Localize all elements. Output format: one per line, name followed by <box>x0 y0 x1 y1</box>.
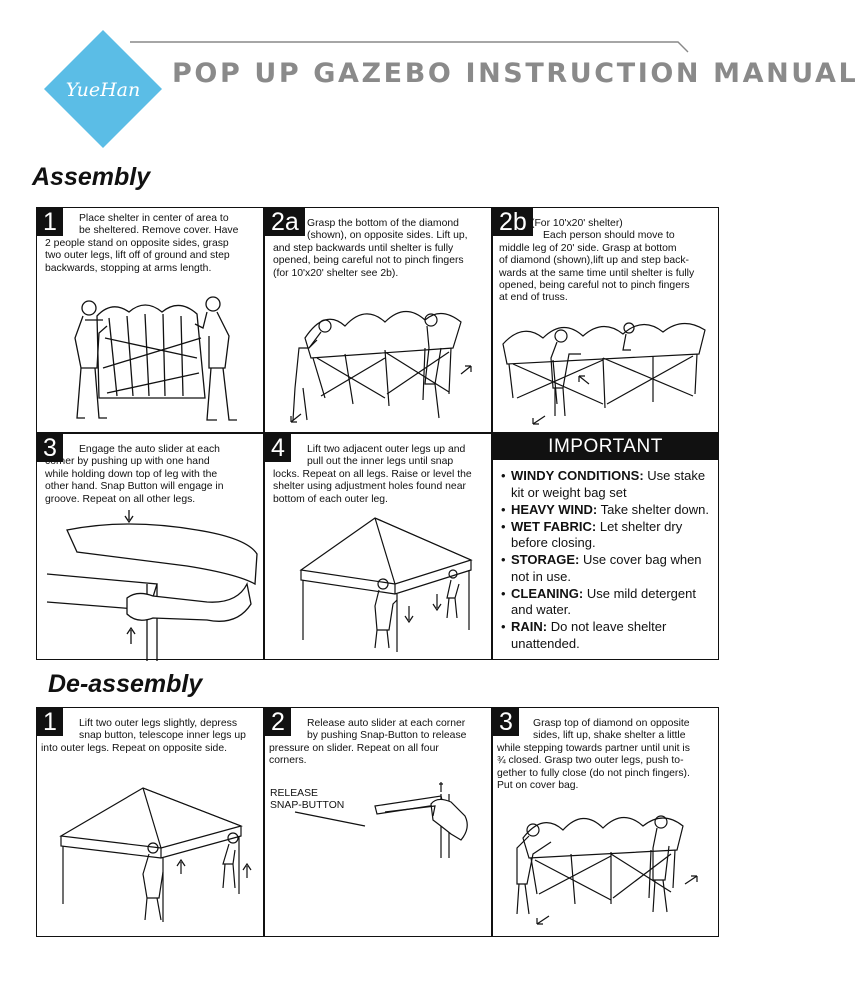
assembly-step-3 <box>36 433 264 660</box>
step-number: 1 <box>37 208 63 236</box>
deassembly-step-2 <box>264 707 492 937</box>
step-number: 3 <box>493 708 519 736</box>
deassembly-section-title: De-assembly <box>48 670 203 698</box>
step-text: Grasp the bottom of the diamond (shown), on opposite sides. Lift up, and step backwards until shelter is fully opened, being careful not to pinch fingers (for 10'x20' shelter see 2b). <box>273 218 468 279</box>
step-number: 2 <box>265 708 291 736</box>
illustration-lower-legs <box>37 708 265 938</box>
assembly-step-4 <box>264 433 492 660</box>
important-item: • WINDY CONDITIONS: Use stake kit or weight bag set <box>501 468 712 501</box>
deassembly-step-3 <box>492 707 719 937</box>
step-number: 3 <box>37 434 63 462</box>
important-item: • HEAVY WIND: Take shelter down. <box>501 502 712 519</box>
illustration-close-shelter <box>493 708 720 938</box>
step-text: Place shelter in center of area to be sheltered. Remove cover. Have 2 people stand on opposite sides, grasp two outer legs, lift off of ground and step backwards, stopping at arms length. <box>45 213 239 274</box>
illustration-release-slider <box>265 708 493 938</box>
step-number: 2a <box>265 208 305 236</box>
step-number: 4 <box>265 434 291 462</box>
release-snap-button-label: RELEASE SNAP-BUTTON <box>270 788 345 811</box>
step-text: Grasp top of diamond on opposite sides, lift up, shake shelter a little while stepping towards partner until unit is ¾ closed. Grasp two outer legs, push to- gether to fully close (do not pinch fingers). Put on cover bag. <box>497 718 690 792</box>
assembly-step-2b <box>492 207 719 433</box>
step-text: Release auto slider at each corner by pushing Snap-Button to release pressure on slider. Repeat on all four corners. <box>269 718 467 767</box>
illustration-lift-shelter <box>37 208 265 434</box>
logo-text: YueHan <box>65 79 141 101</box>
illustration-open-shelter <box>265 208 493 434</box>
assembly-step-1 <box>36 207 264 433</box>
header-rule <box>130 40 690 54</box>
assembly-section-title: Assembly <box>32 163 151 191</box>
important-item: • RAIN: Do not leave shelter unattended. <box>501 619 712 652</box>
step-text: Lift two adjacent outer legs up and pull out the inner legs until snap locks. Repeat on all legs. Raise or level the shelter using adjustment holes found near bottom of each outer leg. <box>273 444 472 505</box>
step-number: 1 <box>37 708 63 736</box>
deassembly-step-1 <box>36 707 264 937</box>
illustration-raise-legs <box>265 434 493 661</box>
important-panel <box>492 433 719 660</box>
manual-title: POP UP GAZEBO INSTRUCTION MANUAL <box>172 58 858 89</box>
important-list <box>501 468 712 653</box>
important-item: • WET FABRIC: Let shelter dry before closing. <box>501 519 712 552</box>
step-text: Lift two outer legs slightly, depress snap button, telescope inner legs up into outer legs. Repeat on opposite side. <box>41 718 246 754</box>
important-item: • CLEANING: Use mild detergent and water. <box>501 586 712 619</box>
illustration-engage-slider <box>37 434 265 661</box>
important-item: • STORAGE: Use cover bag when not in use. <box>501 552 712 585</box>
important-title: IMPORTANT <box>493 434 718 460</box>
illustration-open-large-shelter <box>493 208 720 434</box>
step-text: Engage the auto slider at each corner by pushing up with one hand while holding down top of leg with the other hand. Snap Button will engage in groove. Repeat on all other legs. <box>45 444 224 505</box>
step-text: (For 10'x20' shelter) Each person should move to middle leg of 20' side. Grasp at bottom of diamond (shown),lift up and step back- wards at the same time until shelter is fully opened, being careful not to pinch fingers at end of truss. <box>499 218 695 304</box>
assembly-step-2a <box>264 207 492 433</box>
step-number: 2b <box>493 208 533 236</box>
